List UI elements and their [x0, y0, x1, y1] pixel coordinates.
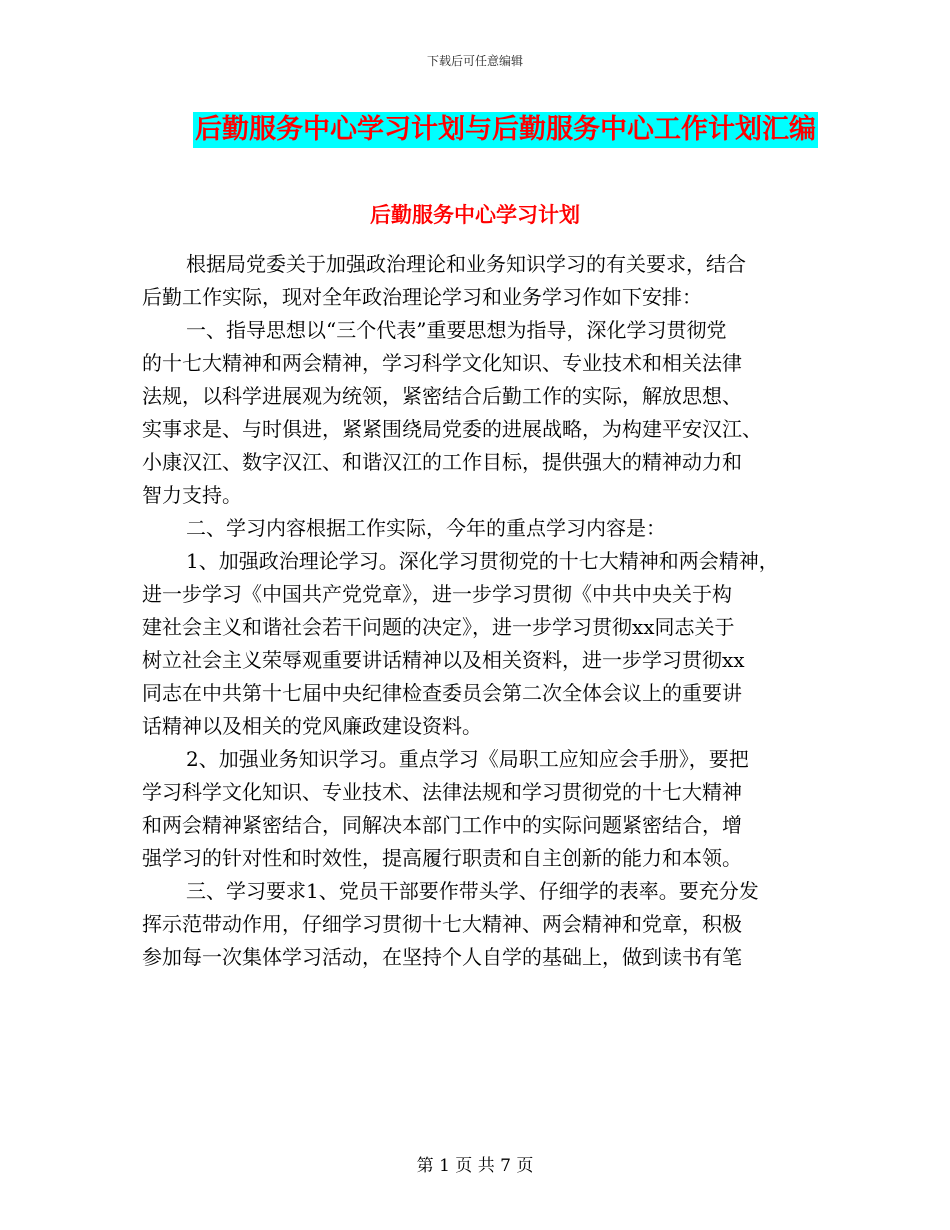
- text-line: 学习科学文化知识、专业技术、法律法规和学习贯彻党的十七大精神: [142, 780, 742, 804]
- document-title: 后勤服务中心学习计划与后勤服务中心工作计划汇编: [193, 112, 818, 148]
- text-line: 同志在中共第十七届中央纪律检查委员会第二次全体会议上的重要讲: [142, 681, 742, 705]
- section-title: 后勤服务中心学习计划: [370, 203, 580, 227]
- text-line: 1、加强政治理论学习。深化学习贯彻党的十七大精神和两会精神，: [186, 549, 779, 573]
- paragraph-business-knowledge: [142, 743, 832, 875]
- paragraph-study-content: [142, 512, 832, 545]
- text-line: 智力支持。: [142, 483, 242, 507]
- text-line: 2、加强业务知识学习。重点学习《局职工应知应会手册》，要把: [186, 747, 749, 771]
- page-number-indicator: 第 1 页 共 7 页: [416, 1156, 534, 1176]
- text-line: 根据局党委关于加强政治理论和业务知识学习的有关要求，结合: [186, 252, 746, 276]
- text-line: 和两会精神紧密结合，同解决本部门工作中的实际问题紧密结合，增: [142, 813, 742, 837]
- paragraph-study-requirements: [142, 875, 832, 974]
- text-line: 的十七大精神和两会精神，学习科学文化知识、专业技术和相关法律: [142, 351, 742, 375]
- text-line: 参加每一次集体学习活动，在坚持个人自学的基础上，做到读书有笔: [142, 945, 742, 969]
- text-line: 小康汉江、数字汉江、和谐汉江的工作目标，提供强大的精神动力和: [142, 450, 742, 474]
- text-line: 一、指导思想以“三个代表”重要思想为指导，深化学习贯彻党: [186, 318, 727, 342]
- text-line: 进一步学习《中国共产党党章》，进一步学习贯彻《中共中央关于构: [142, 582, 732, 606]
- paragraph-political-theory: [142, 545, 832, 743]
- text-line: 话精神以及相关的党风廉政建设资料。: [142, 714, 482, 738]
- text-line: 挥示范带动作用，仔细学习贯彻十七大精神、两会精神和党章，积极: [142, 912, 742, 936]
- text-line: 建社会主义和谐社会若干问题的决定》，进一步学习贯彻xx同志关于: [142, 615, 735, 639]
- text-line: 二、学习内容根据工作实际，今年的重点学习内容是：: [186, 516, 666, 540]
- paragraph-intro: [142, 248, 832, 314]
- page-header-note: 下载后可任意编辑: [426, 54, 523, 68]
- text-line: 法规，以科学进展观为统领，紧密结合后勤工作的实际，解放思想、: [142, 384, 742, 408]
- text-line: 实事求是、与时俱进，紧紧围绕局党委的进展战略，为构建平安汉江、: [142, 417, 762, 441]
- paragraph-guiding-ideology: [142, 314, 832, 512]
- document-body: [142, 248, 832, 974]
- text-line: 后勤工作实际，现对全年政治理论学习和业务学习作如下安排：: [142, 285, 702, 309]
- text-line: 树立社会主义荣辱观重要讲话精神以及相关资料，进一步学习贯彻xx: [142, 648, 745, 672]
- text-line: 三、学习要求1、党员干部要作带头学、仔细学的表率。要充分发: [186, 879, 759, 903]
- text-line: 强学习的针对性和时效性，提高履行职责和自主创新的能力和本领。: [142, 846, 742, 870]
